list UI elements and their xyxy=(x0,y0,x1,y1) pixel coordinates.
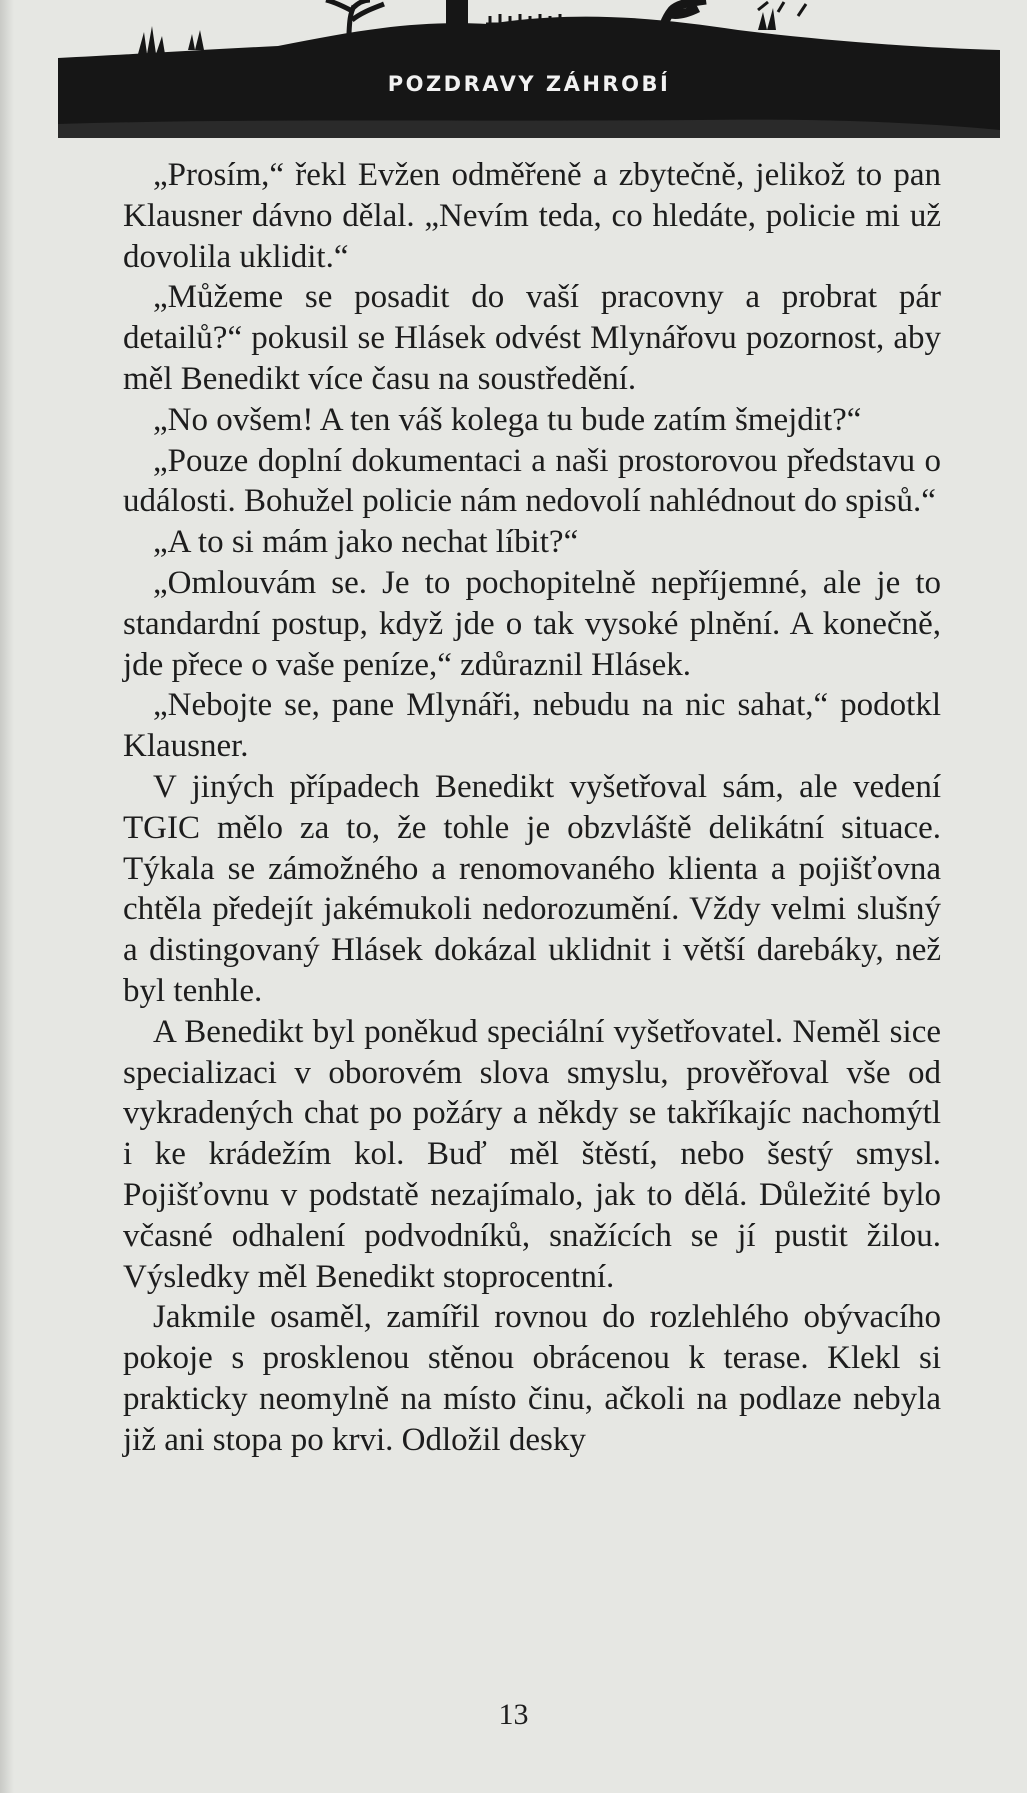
graveyard-silhouette-banner xyxy=(58,0,1000,140)
paragraph: „A to si mám jako nechat líbit?“ xyxy=(153,524,579,561)
running-head-title: POZDRAVY ZÁHROBÍ xyxy=(387,72,671,96)
paragraph: „Nebojte se, pane Mlynáři, nebudu na nic sahat,“ podotkl Klausner. xyxy=(123,687,941,765)
paragraph: V jiných případech Benedikt vyšetřoval sám, ale vedení TGIC mělo za to, že tohle je obzvláště delikátní situace. Týkala se zámožného a renomovaného klienta a pojišťovna chtěla předejít jakémukoli nedorozumění. Vždy velmi slušný a distingovaný Hlásek dokázal uklidnit i větší darebáky, než byl tenhle. xyxy=(123,768,941,1009)
paragraph: „Omlouvám se. Je to pochopitelně nepříjemné, ale je to standardní postup, když jde o tak vysoké plnění. A konečně, jde přece o vaše peníze,“ zdůraznil Hlásek. xyxy=(123,564,941,683)
paragraph: A Benedikt byl poněkud speciální vyšetřovatel. Neměl sice specializaci v oborovém slova smyslu, prověřoval vše od vykradených chat po požáry a někdy se takříkajíc nachomýtl i ke krádežím kol. Buď měl štěstí, nebo šestý smysl. Pojišťovnu v podstatě nezajímalo, jak to dělá. Důležité bylo včasné odhalení podvodníků, snažících se jí pustit žilou. Výsledky měl Benedikt stoprocentní. xyxy=(123,1013,941,1295)
paragraph: „No ovšem! A ten váš kolega tu bude zatím šmejdit?“ xyxy=(153,401,862,438)
paragraph: „Prosím,“ řekl Evžen odměřeně a zbytečně, jelikož to pan Klausner dávno dělal. „Nevím teda, co hledáte, policie mi už dovolila uklidit.“ xyxy=(123,157,941,275)
page-edge xyxy=(0,0,14,1793)
body-text xyxy=(123,155,941,1461)
page-number: 13 xyxy=(498,1698,529,1731)
paragraph: „Můžeme se posadit do vaší pracovny a probrat pár detailů?“ pokusil se Hlásek odvést Mlynářovu pozornost, aby měl Benedikt více času na soustředění. xyxy=(123,279,941,397)
running-header xyxy=(58,0,1000,140)
paragraph: „Pouze doplní dokumentaci a naši prostorovou představu o události. Bohužel policie nám nedovolí nahlédnout do spisů.“ xyxy=(123,442,941,520)
paragraph: Jakmile osaměl, zamířil rovnou do rozlehlého obývacího pokoje s prosklenou stěnou obrácenou k terase. Klekl si prakticky neomylně na místo činu, ačkoli na podlaze nebyla již ani stopa po krvi. Odložil desky xyxy=(123,1299,941,1458)
